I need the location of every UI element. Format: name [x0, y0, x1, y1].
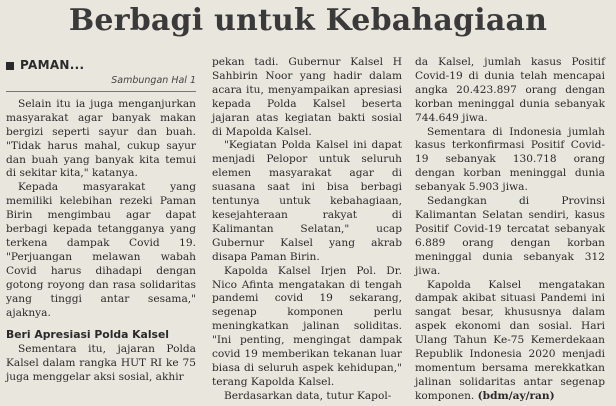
divider: [6, 91, 196, 92]
paragraph: "Kegiatan Polda Kalsel ini dapat menjadi Pelopor untuk seluruh elemen masyarakat agar di suasana saat ini bisa berbagi tentunya untuk kebahagiaan, kesejahteraan rakyat di Kalimantan Selatan," ucap Gubernur Kalsel yang akrab disapa Paman Birin.: [212, 139, 402, 263]
continued-note: Sambungan Hal 1: [111, 75, 196, 86]
subheading: Beri Apresiasi Polda Kalsel: [6, 328, 169, 342]
kicker: [6, 58, 196, 73]
article-column-3: [415, 56, 605, 404]
paragraph-text: Kapolda Kalsel mengatakan dampak akibat situasi Pandemi ini sangat besar, khususnya dalam aspek ekonomi dan sosial. Hari Ulang Tahun Ke-75 Kemerdekaan Republik Indonesia 2020 menjadi momentum bersama merekkatkan jalinan solidaritas antar segenap komponen.: [415, 278, 605, 402]
paragraph: Kapolda Kalsel Irjen Pol. Dr. Nico Afinta mengatakan di tengah pandemi covid 19 sekarang, segenap komponen perlu meningkatkan jalinan soliditas. "Ini penting, mengingat dampak covid 19 memberikan tekanan luar biasa di seluruh aspek kehidupan," terang Kapolda Kalsel.: [212, 264, 402, 388]
author-signature: (bdm/ay/ran): [477, 389, 555, 402]
paragraph: Berdasarkan data, tutur Kapol-: [224, 389, 392, 402]
article-column-2: [212, 56, 402, 404]
paragraph: Sementara itu, jajaran Polda Kalsel dalam rangka HUT RI ke 75 juga menggelar aksi sosial, akhir: [6, 343, 196, 384]
square-bullet-icon: [6, 62, 14, 70]
paragraph: Kepada masyarakat yang memiliki kelebihan rezeki Paman Birin mengimbau agar dapat berbagi kepada tetangganya yang terkena dampak Covid 19. "Perjuangan melawan wabah Covid harus dihadapi dengan gotong royong dan rasa solidaritas yang tinggi antar sesama," ajaknya.: [6, 181, 196, 319]
paragraph: da Kalsel, jumlah kasus Positif Covid-19 di dunia telah mencapai angka 20.423.897 orang dengan korban meninggal dunia sebanyak 744.649 jiwa.: [415, 56, 605, 124]
paragraph: Sementara di Indonesia jumlah kasus terkonfirmasi Positif Covid-19 sebanyak 130.718 orang dengan korban meninggal dunia sebanyak 5.903 jiwa.: [415, 125, 605, 194]
headline: Berbagi untuk Kebahagiaan: [68, 3, 548, 38]
article-column-1: [6, 56, 196, 385]
paragraph: Selain itu ia juga menganjurkan masyarakat agar banyak makan bergizi seperti sayur dan buah. "Tidak harus mahal, cukup sayur dan buah yang banyak kita temui di sekitar kita," katanya.: [6, 97, 196, 180]
kicker-label: PAMAN...: [20, 57, 85, 72]
paragraph: Sedangkan di Provinsi Kalimantan Selatan sendiri, kasus Positif Covid-19 tercatat sebanyak 6.889 orang dengan korban meninggal dunia sebanyak 312 jiwa.: [415, 195, 605, 277]
paragraph: [415, 279, 605, 404]
paragraph: pekan tadi. Gubernur Kalsel H Sahbirin Noor yang hadir dalam acara itu, menyampaikan apresiasi kepada Polda Kalsel beserta jajaran atas kegiatan bakti sosial di Mapolda Kalsel.: [212, 56, 402, 138]
